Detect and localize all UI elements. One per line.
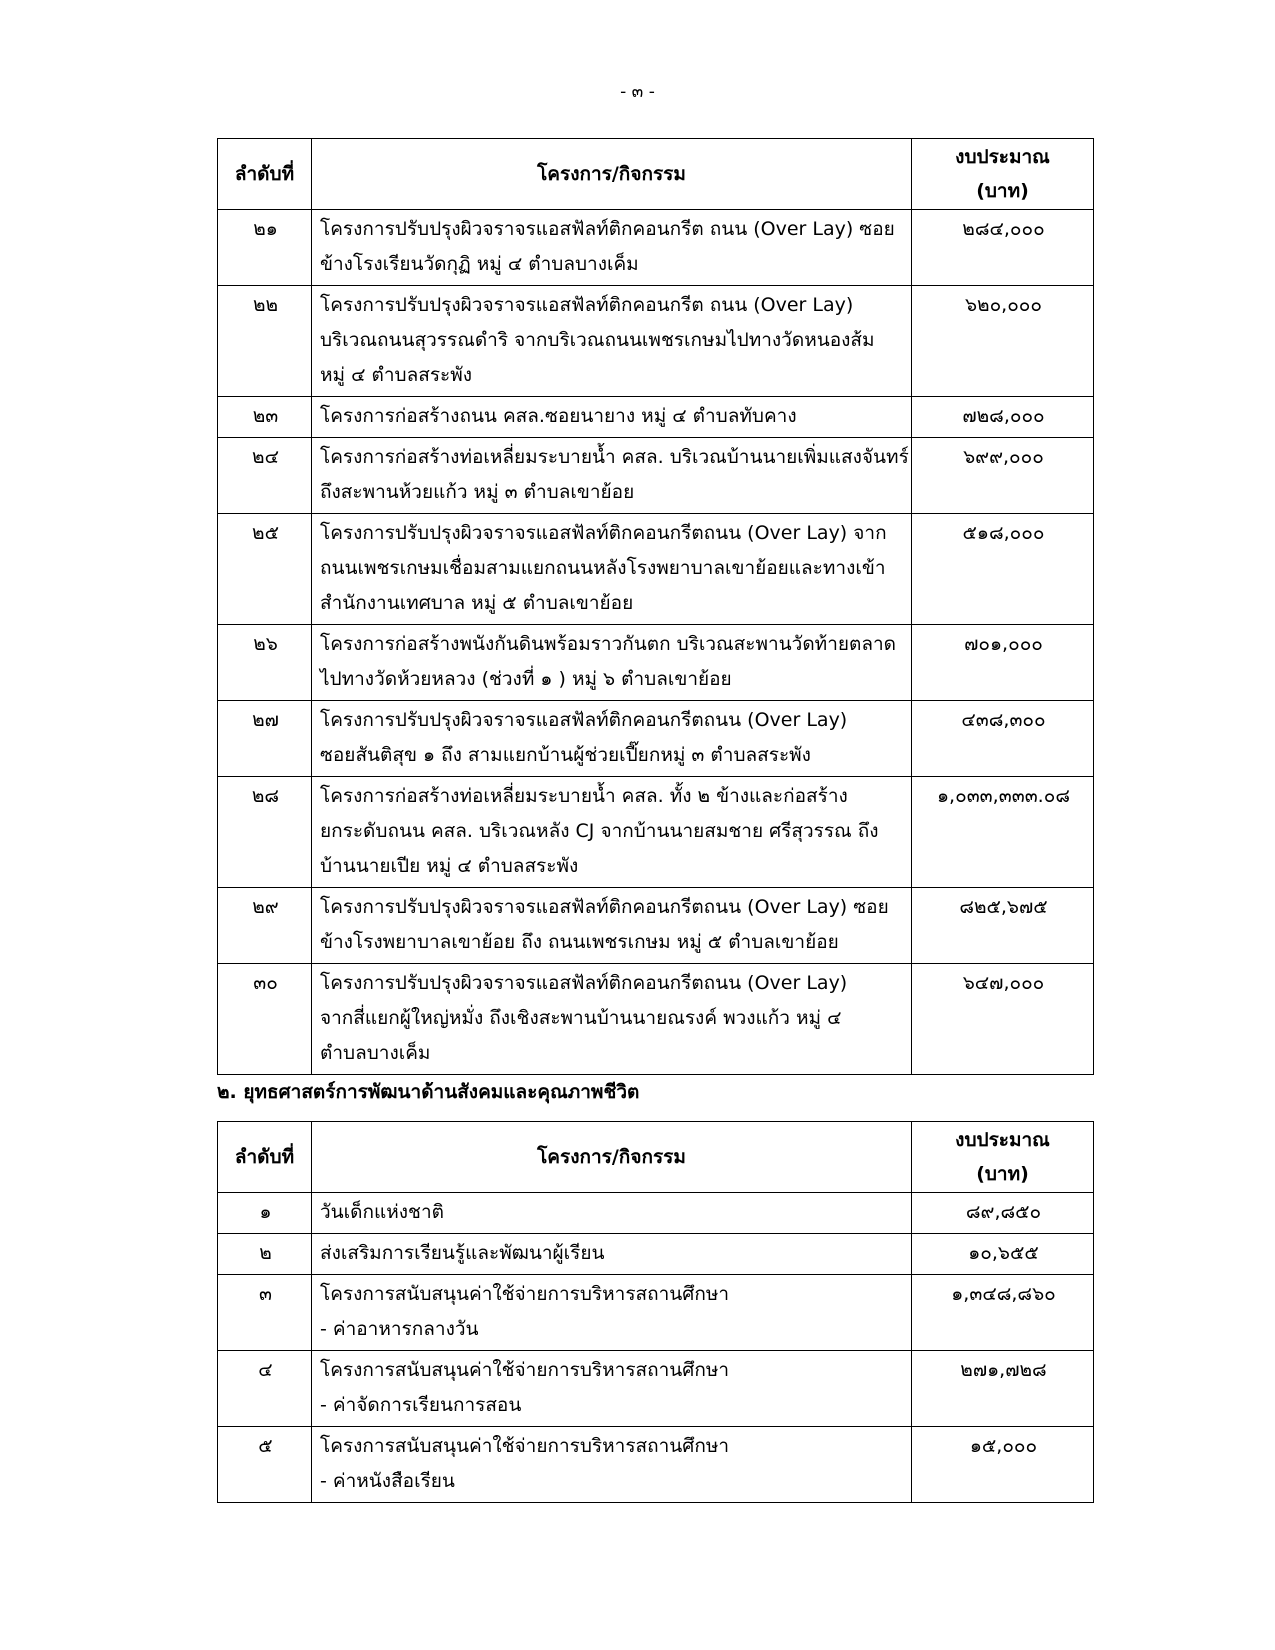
project-line: โครงการก่อสร้างถนน คสล.ซอยนายาง หมู่ ๔ ตำบลทับคาง [320,405,797,427]
header-budget-line2: (บาท) [976,180,1029,202]
row-number: ๒๒ [218,286,312,397]
budget-amount: ๗๒๘,๐๐๐ [912,397,1094,438]
budget-amount: ๑,๓๔๘,๘๖๐ [912,1275,1094,1351]
project-line: โครงการสนับสนุนค่าใช้จ่ายการบริหารสถานศึกษา [320,1359,730,1381]
project-line: ถึงสะพานห้วยแก้ว หมู่ ๓ ตำบลเขาย้อย [320,481,635,503]
budget-amount: ๖๒๐,๐๐๐ [912,286,1094,397]
table-row [218,397,1094,438]
project-line: โครงการปรับปรุงผิวจราจรแอสฟัลท์ติกคอนกรีตถนน (Over Lay) จาก [320,522,887,544]
table-row [218,1351,1094,1427]
row-number: ๑ [218,1193,312,1234]
project-line: หมู่ ๔ ตำบลสระพัง [320,364,473,386]
header-budget-line1: งบประมาณ [955,1129,1050,1151]
project-description [312,964,912,1075]
project-description [312,1427,912,1503]
project-line: วันเด็กแห่งชาติ [320,1201,444,1223]
table-row [218,438,1094,514]
header-budget [912,139,1094,210]
budget-amount: ๖๔๗,๐๐๐ [912,964,1094,1075]
project-line: ถนนเพชรเกษมเชื่อมสามแยกถนนหลังโรงพยาบาลเขาย้อยและทางเข้า [320,557,886,579]
project-line: บ้านนายเปีย หมู่ ๔ ตำบลสระพัง [320,855,579,877]
project-line: โครงการก่อสร้างพนังกันดินพร้อมราวกันตก บริเวณสะพานวัดท้ายตลาด [320,633,896,655]
project-line: โครงการสนับสนุนค่าใช้จ่ายการบริหารสถานศึกษา [320,1435,730,1457]
table-row [218,286,1094,397]
project-line: ตำบลบางเค็ม [320,1042,431,1064]
budget-amount: ๒๗๑,๗๒๘ [912,1351,1094,1427]
budget-amount: ๘๙,๘๕๐ [912,1193,1094,1234]
project-description [312,438,912,514]
table-row [218,1234,1094,1275]
row-number: ๒๖ [218,625,312,701]
project-line: ไปทางวัดห้วยหลวง (ช่วงที่ ๑ ) หมู่ ๖ ตำบลเขาย้อย [320,668,732,690]
project-line: ข้างโรงพยาบาลเขาย้อย ถึง ถนนเพชรเกษม หมู่ ๕ ตำบลเขาย้อย [320,931,839,953]
table-row [218,888,1094,964]
project-description [312,625,912,701]
table-2-body [218,1193,1094,1503]
project-line: โครงการก่อสร้างท่อเหลี่ยมระบายน้ำ คสล. บริเวณบ้านนายเพิ่มแสงจันทร์ [320,446,909,468]
table-row [218,625,1094,701]
row-number: ๒๙ [218,888,312,964]
budget-amount: ๑๕,๐๐๐ [912,1427,1094,1503]
table-row [218,1275,1094,1351]
project-description [312,210,912,286]
project-description [312,397,912,438]
row-number: ๒๓ [218,397,312,438]
header-budget-line1: งบประมาณ [955,146,1050,168]
header-no: ลำดับที่ [218,1122,312,1193]
table-1-body [218,210,1094,1075]
row-number: ๒๘ [218,777,312,888]
project-description [312,514,912,625]
header-no: ลำดับที่ [218,139,312,210]
project-line: โครงการปรับปรุงผิวจราจรแอสฟัลท์ติกคอนกรีต ถนน (Over Lay) [320,294,854,316]
project-line: - ค่าอาหารกลางวัน [320,1318,479,1340]
project-line: - ค่าจัดการเรียนการสอน [320,1394,522,1416]
project-line: - ค่าหนังสือเรียน [320,1470,455,1492]
project-description [312,286,912,397]
project-line: บริเวณถนนสุวรรณดำริ จากบริเวณถนนเพชรเกษมไปทางวัดหนองส้ม [320,329,875,351]
project-description [312,1351,912,1427]
row-number: ๒ [218,1234,312,1275]
project-line: โครงการปรับปรุงผิวจราจรแอสฟัลท์ติกคอนกรีตถนน (Over Lay) [320,972,848,994]
header-project: โครงการ/กิจกรรม [312,139,912,210]
project-line: ข้างโรงเรียนวัดกุฏิ หมู่ ๔ ตำบลบางเค็ม [320,253,639,275]
header-budget [912,1122,1094,1193]
project-description [312,888,912,964]
row-number: ๔ [218,1351,312,1427]
project-description [312,1275,912,1351]
table-row [218,1193,1094,1234]
row-number: ๒๕ [218,514,312,625]
project-description [312,777,912,888]
budget-amount: ๒๘๔,๐๐๐ [912,210,1094,286]
header-budget-line2: (บาท) [976,1163,1029,1185]
project-line: ยกระดับถนน คสล. บริเวณหลัง CJ จากบ้านนายสมชาย ศรีสุวรรณ ถึง [320,820,879,842]
project-line: ส่งเสริมการเรียนรู้และพัฒนาผู้เรียน [320,1242,605,1264]
section-heading: ๒. ยุทธศาสตร์การพัฒนาด้านสังคมและคุณภาพชีวิต [217,1081,640,1103]
budget-amount: ๘๒๕,๖๗๕ [912,888,1094,964]
project-line: โครงการปรับปรุงผิวจราจรแอสฟัลท์ติกคอนกรีตถนน (Over Lay) ซอย [320,896,889,918]
table-row [218,210,1094,286]
header-project: โครงการ/กิจกรรม [312,1122,912,1193]
table-row [218,964,1094,1075]
table-row [218,514,1094,625]
budget-amount: ๔๓๘,๓๐๐ [912,701,1094,777]
page-number: - ๓ - [620,82,655,102]
project-line: โครงการปรับปรุงผิวจราจรแอสฟัลท์ติกคอนกรีตถนน (Over Lay) [320,709,848,731]
projects-table-2 [217,1121,1094,1503]
row-number: ๓ [218,1275,312,1351]
row-number: ๓๐ [218,964,312,1075]
budget-amount: ๗๐๑,๐๐๐ [912,625,1094,701]
project-description [312,701,912,777]
table-header-row [218,139,1094,210]
row-number: ๕ [218,1427,312,1503]
table-row [218,1427,1094,1503]
budget-amount: ๑๐,๖๕๕ [912,1234,1094,1275]
project-line: ซอยสันติสุข ๑ ถึง สามแยกบ้านผู้ช่วยเปี๊ยกหมู่ ๓ ตำบลสระพัง [320,744,811,766]
table-header-row [218,1122,1094,1193]
project-line: สำนักงานเทศบาล หมู่ ๕ ตำบลเขาย้อย [320,592,634,614]
row-number: ๒๗ [218,701,312,777]
budget-amount: ๖๙๙,๐๐๐ [912,438,1094,514]
project-description [312,1234,912,1275]
project-line: จากสี่แยกผู้ใหญ่หมั่ง ถึงเชิงสะพานบ้านนายณรงค์ พวงแก้ว หมู่ ๔ [320,1007,842,1029]
project-line: โครงการปรับปรุงผิวจราจรแอสฟัลท์ติกคอนกรีต ถนน (Over Lay) ซอย [320,218,895,240]
table-row [218,701,1094,777]
row-number: ๒๑ [218,210,312,286]
table-row [218,777,1094,888]
projects-table-1 [217,138,1094,1075]
budget-amount: ๑,๐๓๓,๓๓๓.๐๘ [912,777,1094,888]
row-number: ๒๔ [218,438,312,514]
project-line: โครงการสนับสนุนค่าใช้จ่ายการบริหารสถานศึกษา [320,1283,730,1305]
budget-amount: ๕๑๘,๐๐๐ [912,514,1094,625]
project-line: โครงการก่อสร้างท่อเหลี่ยมระบายน้ำ คสล. ทั้ง ๒ ข้างและก่อสร้าง [320,785,848,807]
project-description [312,1193,912,1234]
